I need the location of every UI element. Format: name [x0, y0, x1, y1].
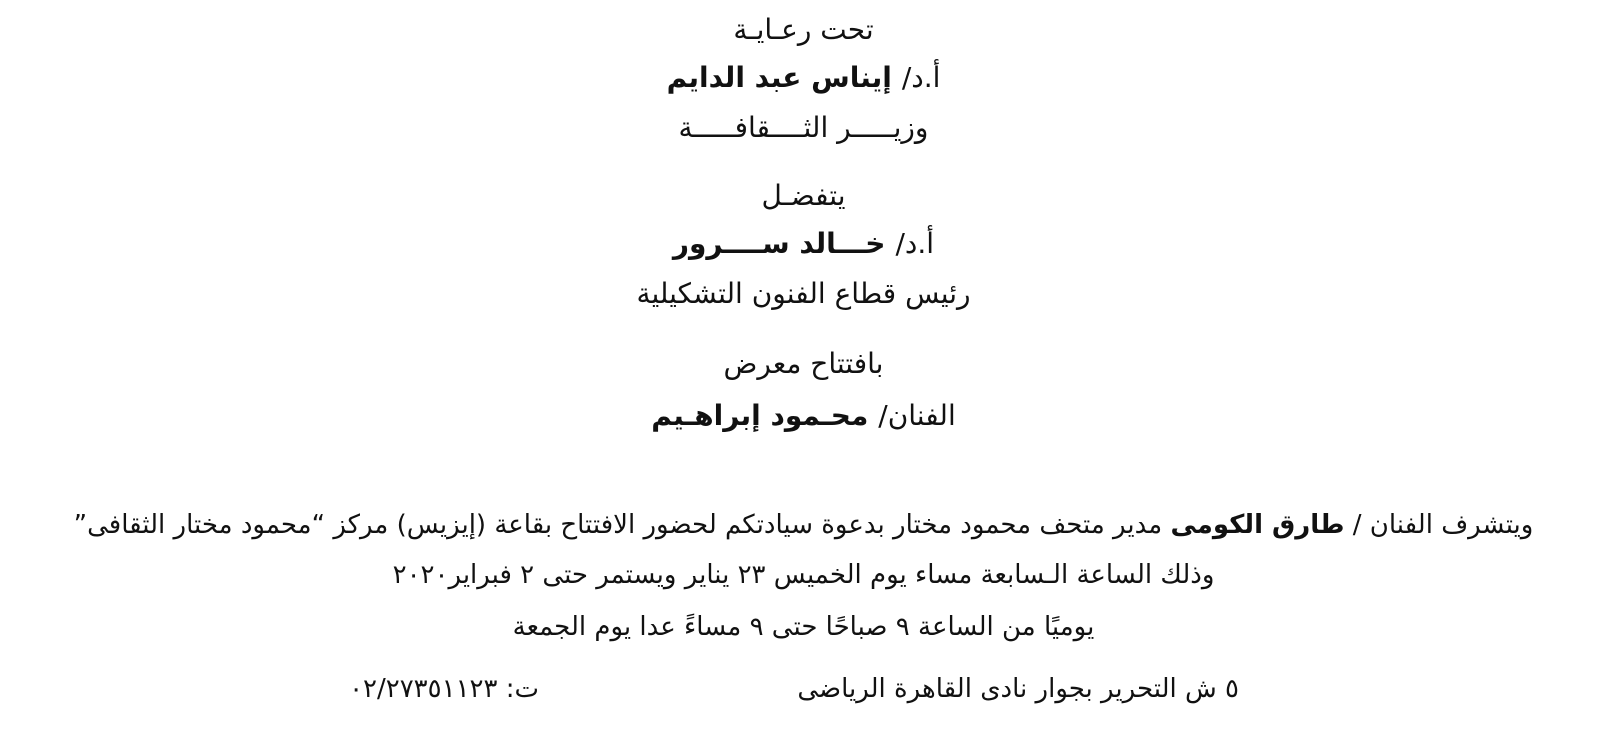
- exhibition-heading: بافتتاح معرض: [723, 347, 884, 380]
- patron-prefix: أ.د/: [901, 61, 941, 94]
- artist-prefix: الفنان/: [878, 399, 956, 432]
- invitation-line-3: يوميًا من الساعة ٩ صباحًا حتى ٩ مساءً عدا يوم الجمعة: [512, 612, 1095, 642]
- invitation-line-1-start: ويتشرف الفنان /: [1352, 510, 1534, 540]
- host-name: خـــالد ســــرور: [672, 227, 886, 260]
- patron-line: [0, 61, 1607, 94]
- artist-line: [0, 399, 1607, 432]
- artist-name: محـمود إبراهـيم: [651, 399, 869, 432]
- patron-title: وزيـــــر الثــــقافـــــة: [678, 111, 929, 144]
- director-name: طارق الكومى: [1170, 510, 1345, 540]
- host-prefix: أ.د/: [895, 227, 935, 260]
- invitation-line-1: [0, 512, 1607, 538]
- invitation-line-1-end: مدير متحف محمود مختار بدعوة سيادتكم لحضور الافتتاح بقاعة (إيزيس) مركز “محمود مختار الثقافى”: [73, 510, 1163, 540]
- host-title: رئيس قطاع الفنون التشكيلية: [636, 277, 971, 310]
- footer-address: ٥ ش التحرير بجوار نادى القاهرة الرياضى: [797, 674, 1239, 704]
- patron-name: إيناس عبد الدايم: [666, 61, 892, 94]
- host-heading: يتفضـل: [761, 179, 846, 212]
- phone-label: ت:: [505, 674, 539, 704]
- patronage-heading: تحت رعـايـة: [733, 13, 874, 46]
- host-line: [0, 227, 1607, 260]
- footer-phone: [349, 676, 539, 702]
- invitation-line-2: وذلك الساعة الـسابعة مساء يوم الخميس ٢٣ يناير ويستمر حتى ٢ فبراير٢٠٢٠: [392, 560, 1215, 590]
- phone-number: ٠٢/٢٧٣٥١١٢٣: [349, 674, 498, 704]
